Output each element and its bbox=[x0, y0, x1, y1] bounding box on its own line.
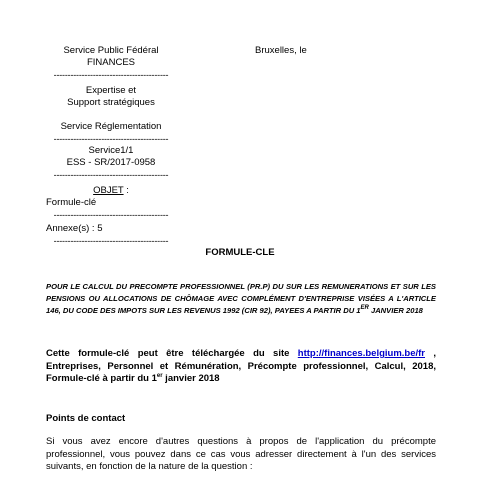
subtitle-superscript: ER bbox=[360, 305, 369, 311]
download-paragraph bbox=[46, 348, 436, 386]
object-label: OBJET bbox=[93, 185, 124, 196]
subtitle-text: POUR LE CALCUL DU PRECOMPTE PROFESSIONNEL (PR.P) DU SUR LES REMUNERATIONS ET SUR LES PENSIONS OU ALLOCATIONS DE CHÔMAGE AVEC COMPLÉMENT D'ENTREPRISE VISÉES A L'ARTICLE 146, DU CODE DES IMPOTS SUR LES REVENUS 1992 (CIR 92), PAYEES A PARTIR DU 1 bbox=[46, 282, 436, 315]
separator: ----------------------------------------- bbox=[53, 70, 169, 80]
separator: ----------------------------------------- bbox=[53, 134, 169, 144]
download-path: , Entreprises, Personnel et Rémunération, Précompte professionnel, Calcul, 2018, Formule-clé à partir du 1 bbox=[46, 348, 437, 384]
object-colon: : bbox=[123, 185, 129, 196]
contact-paragraph: Si vous avez encore d'autres questions à propos de l'application du précompte professionnel, vous pouvez dans ce cas vous adresser directement à l'un des services suivants, en fonction de la nature de la question : bbox=[46, 436, 436, 472]
separator: ----------------------------------------- bbox=[53, 236, 169, 246]
subtitle-tail: JANVIER 2018 bbox=[368, 306, 423, 315]
department-line2: Support stratégiques bbox=[67, 97, 155, 108]
city-date: Bruxelles, le bbox=[255, 45, 307, 56]
separator: ----------------------------------------- bbox=[53, 210, 169, 220]
download-text: Cette formule-clé peut être téléchargée du site bbox=[46, 348, 298, 359]
object-value: Formule-clé bbox=[46, 197, 97, 208]
annex-count: Annexe(s) : 5 bbox=[46, 223, 103, 234]
service-name: Service Public Fédéral bbox=[63, 45, 159, 56]
separator: ----------------------------------------- bbox=[53, 170, 169, 180]
object-label-row bbox=[46, 185, 176, 197]
document-subtitle bbox=[46, 281, 436, 317]
department-line1: Expertise et bbox=[85, 85, 137, 96]
download-tail: janvier 2018 bbox=[162, 373, 220, 384]
finances-website-link[interactable]: http://finances.belgium.be/fr bbox=[297, 348, 425, 359]
section-name: Service Réglementation bbox=[60, 121, 162, 132]
sender-block bbox=[46, 45, 176, 247]
page-title: FORMULE-CLE bbox=[205, 247, 275, 258]
contact-heading: Points de contact bbox=[46, 413, 126, 424]
unit-name: Service1/1 bbox=[88, 145, 134, 156]
download-superscript: er bbox=[156, 373, 163, 379]
reference-number: ESS - SR/2017-0958 bbox=[66, 157, 156, 168]
service-name-sub: FINANCES bbox=[86, 57, 136, 68]
